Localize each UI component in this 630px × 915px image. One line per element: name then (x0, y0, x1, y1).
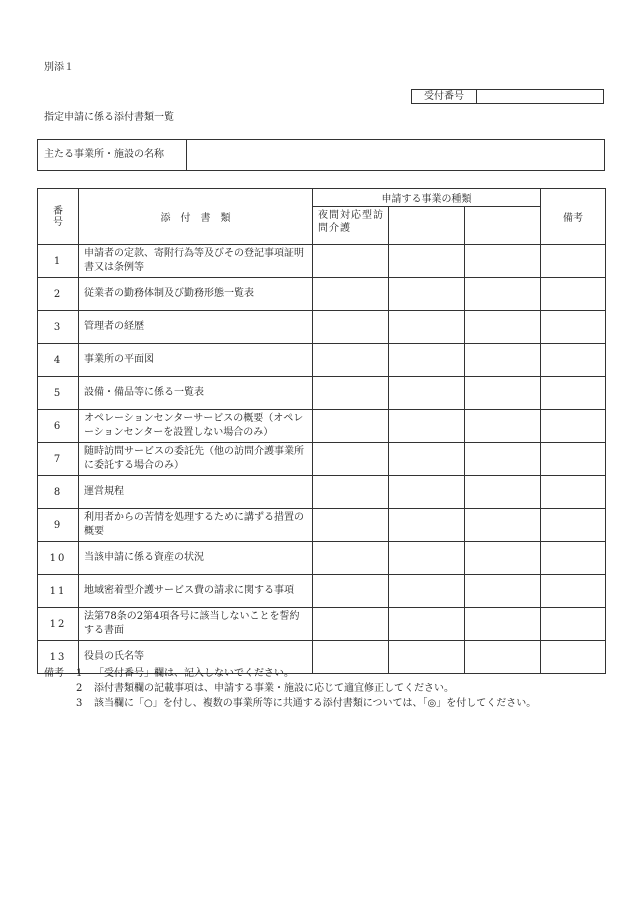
table-row (38, 278, 606, 311)
notes-heading-spacer (44, 681, 76, 696)
business-type-check-cell[interactable] (313, 278, 389, 311)
table-row (38, 410, 606, 443)
row-number: 3 (38, 311, 79, 344)
table-row (38, 542, 606, 575)
business-type-check-cell[interactable] (313, 344, 389, 377)
table-row (38, 608, 606, 641)
business-type-check-cell[interactable] (389, 311, 465, 344)
facility-name-field[interactable] (187, 140, 604, 170)
business-type-check-cell[interactable] (465, 443, 541, 476)
business-type-check-cell[interactable] (313, 245, 389, 278)
row-document: 当該申請に係る資産の状況 (79, 542, 313, 575)
table-row (38, 377, 606, 410)
business-type-check-cell[interactable] (313, 542, 389, 575)
row-document: 申請者の定款、寄附行為等及びその登記事項証明書又は条例等 (79, 245, 313, 278)
business-type-check-cell[interactable] (389, 410, 465, 443)
remarks-cell[interactable] (541, 278, 606, 311)
business-type-check-cell[interactable] (313, 608, 389, 641)
row-document: 地域密着型介護サービス費の請求に関する事項 (79, 575, 313, 608)
row-number: 1 (38, 245, 79, 278)
notes-heading-spacer (44, 696, 76, 711)
note-text: 添付書類欄の記載事項は、申請する事業・施設に応じて適宜修正してください。 (94, 683, 454, 694)
business-type-check-cell[interactable] (465, 542, 541, 575)
business-type-check-cell[interactable] (389, 344, 465, 377)
attachment-documents-table (37, 188, 606, 674)
header-remarks: 備考 (541, 189, 606, 245)
receipt-number-box (411, 89, 604, 104)
note-number: 3 (76, 698, 83, 709)
business-type-check-cell[interactable] (313, 311, 389, 344)
row-document: オペレーションセンターサービスの概要（オペレーションセンターを設置しない場合のみ） (79, 410, 313, 443)
attachment-label: 別添１ (44, 62, 74, 73)
receipt-number-field[interactable] (477, 90, 603, 103)
business-type-check-cell[interactable] (313, 509, 389, 542)
note-item (44, 666, 536, 681)
business-type-2[interactable] (389, 207, 465, 245)
remarks-cell[interactable] (541, 608, 606, 641)
notes-section (44, 666, 536, 711)
business-type-check-cell[interactable] (389, 575, 465, 608)
note-number: 2 (76, 683, 83, 694)
header-documents: 添 付 書 類 (79, 189, 313, 245)
business-type-check-cell[interactable] (465, 509, 541, 542)
business-type-check-cell[interactable] (465, 278, 541, 311)
header-number (38, 189, 79, 245)
row-number: 12 (38, 608, 79, 641)
table-row (38, 509, 606, 542)
row-number: 7 (38, 443, 79, 476)
row-number: 10 (38, 542, 79, 575)
row-document: 設備・備品等に係る一覧表 (79, 377, 313, 410)
row-document: 事業所の平面図 (79, 344, 313, 377)
note-text: 該当欄に「○」を付し、複数の事業所等に共通する添付書類については、「◎」を付してください。 (94, 698, 537, 709)
header-business-types: 申請する事業の種類 (313, 189, 541, 207)
row-document: 役員の氏名等 (79, 641, 313, 674)
remarks-cell[interactable] (541, 509, 606, 542)
business-type-check-cell[interactable] (465, 311, 541, 344)
business-type-check-cell[interactable] (389, 608, 465, 641)
note-text: 「受付番号」欄は、記入しないでください。 (94, 668, 294, 679)
note-item (44, 681, 536, 696)
business-type-1[interactable]: 夜間対応型訪問介護 (313, 207, 389, 245)
remarks-cell[interactable] (541, 575, 606, 608)
remarks-cell[interactable] (541, 443, 606, 476)
table-row (38, 344, 606, 377)
table-row (38, 245, 606, 278)
business-type-check-cell[interactable] (465, 608, 541, 641)
remarks-cell[interactable] (541, 245, 606, 278)
row-number: 5 (38, 377, 79, 410)
business-type-check-cell[interactable] (465, 410, 541, 443)
row-document: 従業者の勤務体制及び勤務形態一覧表 (79, 278, 313, 311)
remarks-cell[interactable] (541, 311, 606, 344)
business-type-check-cell[interactable] (313, 377, 389, 410)
header-number-text: 番 号 (53, 205, 63, 228)
row-number: 9 (38, 509, 79, 542)
row-document: 管理者の経歴 (79, 311, 313, 344)
business-type-check-cell[interactable] (313, 476, 389, 509)
row-document: 法第78条の2第4項各号に該当しないことを誓約する書面 (79, 608, 313, 641)
business-type-check-cell[interactable] (313, 410, 389, 443)
remarks-cell[interactable] (541, 377, 606, 410)
note-number: 1 (76, 668, 83, 679)
note-item (44, 696, 536, 711)
row-number: 2 (38, 278, 79, 311)
document-title: 指定申請に係る添付書類一覧 (44, 112, 174, 123)
business-type-check-cell[interactable] (313, 575, 389, 608)
facility-name-label: 主たる事業所・施設の名称 (38, 140, 187, 170)
business-type-check-cell[interactable] (465, 245, 541, 278)
business-type-check-cell[interactable] (389, 476, 465, 509)
remarks-cell[interactable] (541, 344, 606, 377)
facility-name-box (37, 139, 605, 171)
business-type-check-cell[interactable] (465, 476, 541, 509)
business-type-check-cell[interactable] (465, 344, 541, 377)
receipt-number-label: 受付番号 (412, 90, 477, 103)
business-type-check-cell[interactable] (465, 377, 541, 410)
row-document: 運営規程 (79, 476, 313, 509)
business-type-check-cell[interactable] (465, 575, 541, 608)
business-type-check-cell[interactable] (389, 245, 465, 278)
business-type-check-cell[interactable] (389, 278, 465, 311)
row-number: 13 (38, 641, 79, 674)
row-document: 随時訪問サービスの委託先（他の訪問介護事業所に委託する場合のみ） (79, 443, 313, 476)
remarks-cell[interactable] (541, 641, 606, 674)
business-type-check-cell[interactable] (313, 443, 389, 476)
notes-heading: 備考 (44, 668, 64, 679)
table-row (38, 443, 606, 476)
row-number: 8 (38, 476, 79, 509)
remarks-cell[interactable] (541, 476, 606, 509)
business-type-check-cell[interactable] (389, 377, 465, 410)
row-number: 11 (38, 575, 79, 608)
table-row (38, 476, 606, 509)
remarks-cell[interactable] (541, 410, 606, 443)
remarks-cell[interactable] (541, 542, 606, 575)
row-number: 6 (38, 410, 79, 443)
row-number: 4 (38, 344, 79, 377)
business-type-check-cell[interactable] (389, 542, 465, 575)
table-row (38, 311, 606, 344)
row-document: 利用者からの苦情を処理するために講ずる措置の概要 (79, 509, 313, 542)
business-type-3[interactable] (465, 207, 541, 245)
business-type-check-cell[interactable] (389, 509, 465, 542)
business-type-check-cell[interactable] (389, 443, 465, 476)
table-row (38, 575, 606, 608)
